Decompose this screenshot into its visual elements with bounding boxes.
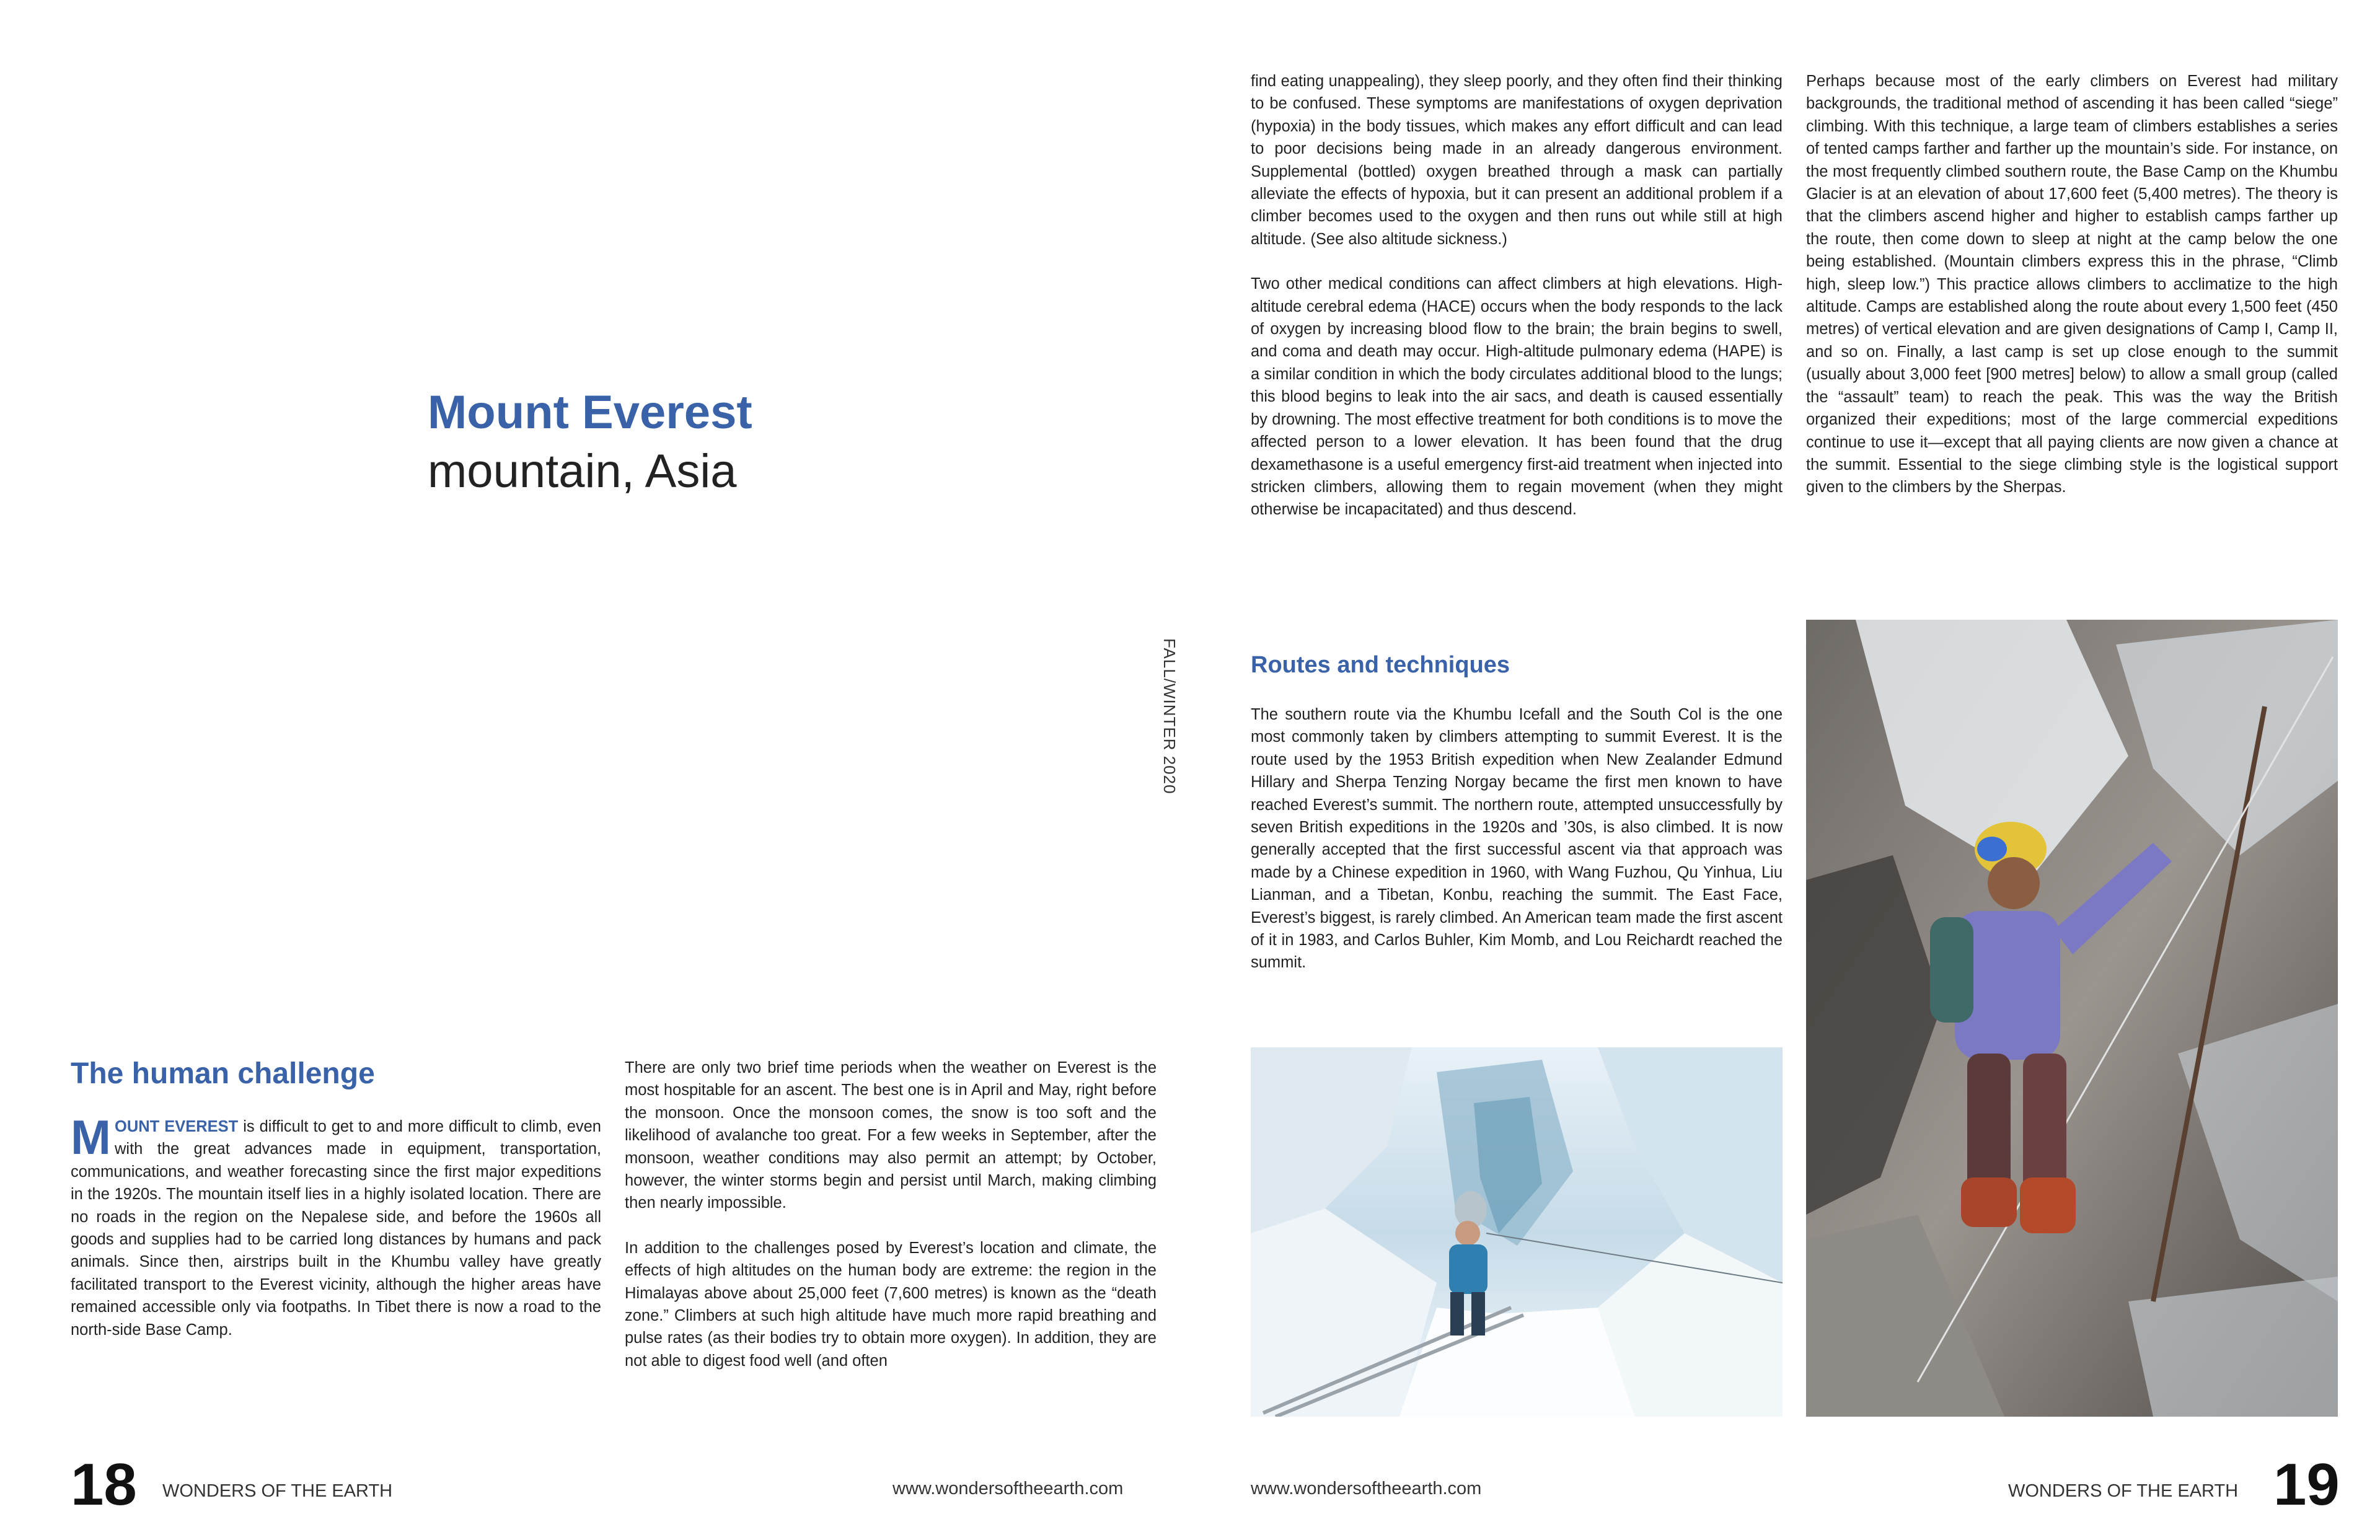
issue-label-text: FALL/WINTER 2020: [1160, 638, 1179, 794]
paragraph: is difficult to get to and more difficult to climb, even with the great advances made in equipment, transportation, communications, and weather forecasting since the first major expeditions in the 1920s. The mountain itself lies in a highly isolated location. There are no roads in the region on the Nepalese side, and before the 1960s all goods and supplies had to be carried long distances by humans and pack animals. Since then, airstrips built in the Khumbu valley have greatly facilitated transport to the Everest vicinity, although the higher areas have remained accessible only via footpaths. In Tibet there is now a road to the north-side Base Camp.: [71, 1118, 601, 1339]
drop-cap: M: [71, 1110, 111, 1164]
article-column-3-routes: [1251, 703, 1783, 974]
article-subtitle: mountain, Asia: [428, 445, 737, 498]
magazine-name-right: WONDERS OF THE EARTH: [2008, 1481, 2239, 1501]
issue-label: [1157, 638, 1181, 837]
climber-rock-image: [1806, 620, 2338, 1417]
page-number-right: 19: [2273, 1451, 2340, 1518]
website-url-left[interactable]: www.wondersoftheearth.com: [892, 1479, 1124, 1498]
climber-rock-photo: [1806, 620, 2338, 1417]
paragraph: In addition to the challenges posed by Everest’s location and climate, the effects of high altitudes on the human body are extreme: the region in the Himalayas above about 25,000 feet (7,600 metres) is known as the “death zone.” Climbers at such high altitude have much more rapid breathing and pulse rates (as their bodies try to obtain more oxygen). In addition, they are not able to digest food well (and often: [625, 1239, 1157, 1370]
article-column-2: [625, 1057, 1157, 1372]
paragraph: Two other medical conditions can affect climbers at high elevations. High-altitude cerebral edema (HACE) occurs when the body responds to the lack of oxygen by increasing blood flow to the brain; the brain begins to swell, and coma and death may occur. High-altitude pulmonary edema (HAPE) is a similar condition in which the body circulates additional blood to the lungs; this blood begins to leak into the air sacs, and death is caused essentially by drowning. The most effective treatment for both conditions is to move the affected person to a lower elevation. It has been found that the drug dexamethasone is a useful emergency first-aid treatment when injected into stricken climbers, allowing them to regain movement (when they might otherwise be incapacitated) and thus descend.: [1251, 275, 1783, 519]
paragraph: There are only two brief time periods when the weather on Everest is the most hospitable for an ascent. The best one is in April and May, right before the monsoon. Once the monsoon comes, the snow is too soft and the likelihood of avalanche too great. For a few weeks in September, after the monsoon, weather conditions may also permit an attempt; by October, however, the winter storms begin and persist until March, making climbing then nearly impossible.: [625, 1059, 1157, 1212]
icefall-ladder-image: [1251, 1047, 1783, 1417]
paragraph: find eating unappealing), they sleep poorly, and they often find their thinking to be confused. These symptoms are manifestations of oxygen deprivation (hypoxia) in the body tissues, which makes any effort difficult and can lead to poor decisions being made in an already dangerous environment. Supplemental (bottled) oxygen breathed through a mask can partially alleviate the effects of hypoxia, but it can present an additional problem if a climber becomes used to the oxygen and then runs out while still at high altitude. (See also altitude sickness.): [1251, 73, 1783, 248]
article-column-4: [1806, 70, 2338, 499]
article-title: Mount Everest: [428, 386, 752, 439]
paragraph: Perhaps because most of the early climbers on Everest had military backgrounds, the traditional method of ascending it has been called “siege” climbing. With this technique, a large team of climbers establishes a series of tented camps farther and farther up the mountain’s side. For instance, on the most frequently climbed southern route, the Base Camp on the Khumbu Glacier is at an elevation of about 17,600 feet (5,400 metres). The theory is that the climbers ascend higher and higher to establish camps farther up the route, then come down to sleep at night at the camp below the one being established. (Mountain climbers express this in the phrase, “Climb high, sleep low.”) This practice allows climbers to acclimatize to the high altitude. Camps are established along the route about every 1,500 feet (450 metres) of vertical elevation and are given designations of Camp I, Camp II, and so on. Finally, a last camp is set up close enough to the summit (usually about 3,000 feet [900 metres] below) to allow a small group (called the “assault” team) to reach the peak. This was the way the British organized their expeditions; most of the large commercial expeditions continue to use it—except that all paying clients are now given a chance at the summit. Essential to the siege climbing style is the logistical support given to the climbers by the Sherpas.: [1806, 73, 2338, 496]
lead-in: OUNT EVEREST: [114, 1118, 239, 1135]
section-heading-human-challenge: The human challenge: [71, 1057, 375, 1090]
website-url-right[interactable]: www.wondersoftheearth.com: [1251, 1479, 1482, 1498]
section-heading-routes: Routes and techniques: [1251, 652, 1510, 678]
icefall-ladder-photo: [1251, 1047, 1783, 1417]
article-column-1: [71, 1110, 601, 1341]
article-column-3: [1251, 70, 1783, 521]
magazine-name-left: WONDERS OF THE EARTH: [162, 1481, 393, 1501]
page-number-left: 18: [71, 1451, 137, 1518]
paragraph: The southern route via the Khumbu Icefall and the South Col is the one most commonly taken by climbers attempting to summit Everest. It is the route used by the 1953 British expedition when New Zealander Edmund Hillary and Sherpa Tenzing Norgay became the first men known to have reached Everest’s summit. The northern route, attempted unsuccessfully by seven British expeditions in the 1920s and ’30s, is also climbed. It is now generally accepted that the first successful ascent via that approach was made by a Chinese expedition in 1960, with Wang Fuzhou, Qu Yinhua, Liu Lianman, and a Tibetan, Konbu, reaching the summit. The East Face, Everest’s biggest, is rarely climbed. An American team made the first ascent of it in 1983, and Carlos Buhler, Kim Momb, and Lou Reichardt reached the summit.: [1251, 706, 1783, 972]
